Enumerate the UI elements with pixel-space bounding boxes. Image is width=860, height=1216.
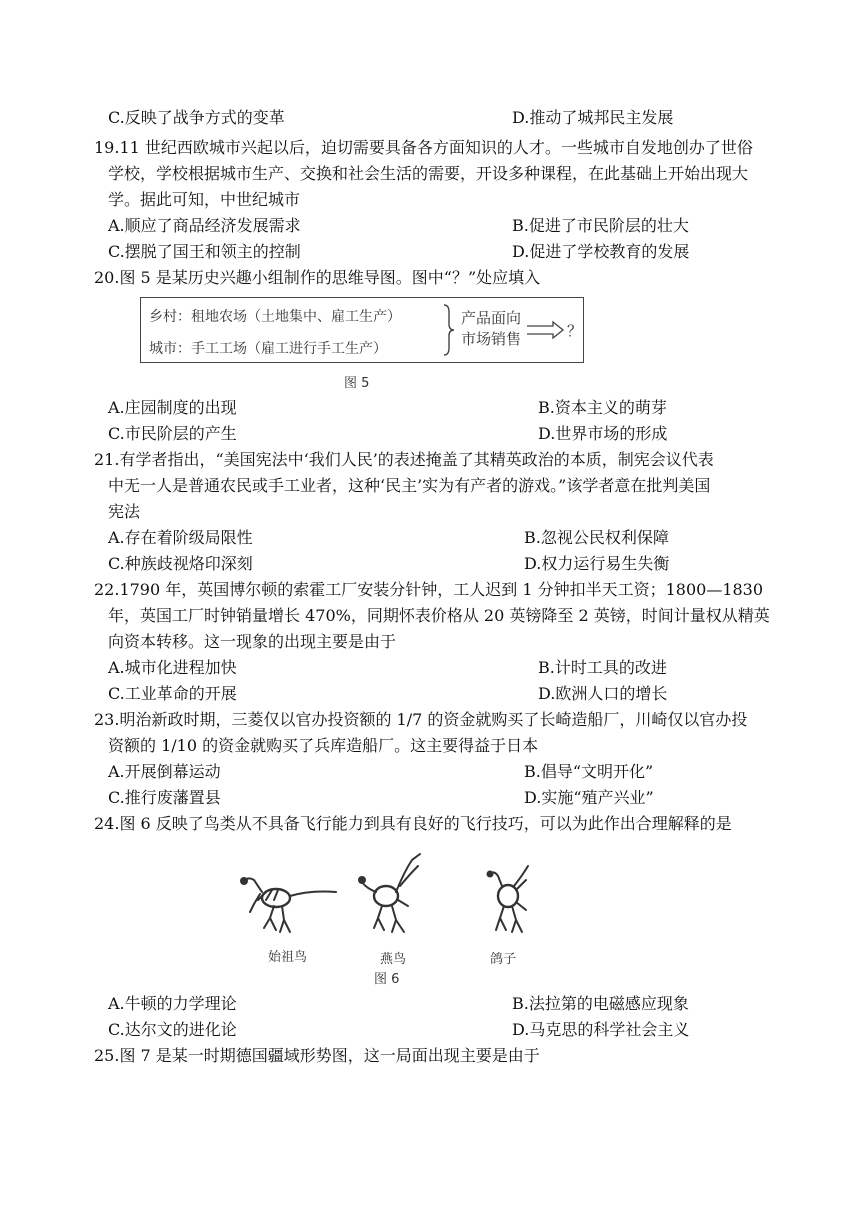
q21-stem-line-2: 中无一人是普通农民或手工业者，这种‘民主’实为有产者的游戏。”该学者意在批判美国: [108, 476, 711, 495]
archaeopteryx-skeleton-icon: [236, 870, 340, 936]
mind-map-row-urban: 城市：手工工场（雇工进行手工生产）: [149, 341, 387, 357]
q18-option-c: C.反映了战争方式的变革: [108, 108, 285, 127]
figure-5-mind-map: [140, 297, 584, 363]
brace-icon: [443, 304, 455, 356]
q22-stem-line-2: 年，英国工厂时钟销量增长 470%，同期怀表价格从 20 英镑降至 2 英镑，时间计量权从精英: [108, 606, 770, 625]
q24-option-d: D.马克思的科学社会主义: [512, 1020, 690, 1039]
q23-option-a: A.开展倒幕运动: [108, 762, 221, 781]
q18-option-d: D.推动了城邦民主发展: [512, 108, 674, 127]
mind-map-question-mark: ？: [567, 322, 583, 340]
figure-6-caption: 图 6: [374, 972, 400, 987]
q22-option-c: C.工业革命的开展: [108, 684, 237, 703]
bird-label-pigeon: 鸽子: [490, 952, 517, 967]
q19-option-d: D.促进了学校教育的发展: [512, 242, 690, 261]
q24-option-b: B.法拉第的电磁感应现象: [512, 994, 689, 1013]
bird-label-archaeopteryx: 始祖鸟: [268, 950, 308, 965]
q19-stem-line-3: 学。据此可知，中世纪城市: [108, 190, 301, 209]
middle-bird-skeleton-icon: [356, 852, 432, 942]
mind-map-result-line-2: 市场销售: [461, 330, 522, 348]
q19-stem-line-2: 学校，学校根据城市生产、交换和社会生活的需要，开设多种课程，在此基础上开始出现大: [108, 164, 749, 183]
q22-stem-line-1: 22.1790 年，英国博尔顿的索霍工厂安装分针钟，工人迟到 1 分钟扣半天工资；1800—1830: [94, 580, 764, 599]
q20-stem: 20.图 5 是某历史兴趣小组制作的思维导图。图中“？”处应填入: [94, 268, 541, 287]
figure-5-caption: 图 5: [344, 376, 370, 391]
q20-option-d: D.世界市场的形成: [538, 424, 668, 443]
q23-option-d: D.实施“殖产兴业”: [524, 788, 654, 807]
figure-6-bird-skeletons: [232, 848, 552, 970]
q20-option-a: A.庄园制度的出现: [108, 398, 237, 417]
bird-label-middle: 燕鸟: [380, 952, 407, 967]
double-arrow-icon: [525, 320, 565, 340]
q21-option-a: A.存在着阶级局限性: [108, 528, 253, 547]
q19-option-a: A.顺应了商品经济发展需求: [108, 216, 301, 235]
q19-option-c: C.摆脱了国王和领主的控制: [108, 242, 301, 261]
q23-stem-line-1: 23.明治新政时期，三菱仅以官办投资额的 1/7 的资金就购买了长崎造船厂，川崎仅以官办投: [94, 710, 748, 729]
q19-option-b: B.促进了市民阶层的壮大: [512, 216, 689, 235]
mind-map-result-line-1: 产品面向: [461, 309, 522, 327]
mind-map-result: [461, 308, 521, 350]
q21-option-b: B.忽视公民权利保障: [524, 528, 669, 547]
q25-stem: 25.图 7 是某一时期德国疆域形势图，这一局面出现主要是由于: [94, 1046, 540, 1065]
q22-option-a: A.城市化进程加快: [108, 658, 237, 677]
mind-map-row-rural: 乡村：租地农场（土地集中、雇工生产）: [149, 309, 401, 325]
q24-option-c: C.达尔文的进化论: [108, 1020, 237, 1039]
q20-option-c: C.市民阶层的产生: [108, 424, 237, 443]
q19-stem-line-1: 19.11 世纪西欧城市兴起以后，迫切需要具备各方面知识的人才。一些城市自发地创办了世俗: [94, 138, 753, 157]
q23-option-c: C.推行废藩置县: [108, 788, 221, 807]
q21-option-d: D.权力运行易生失衡: [524, 554, 670, 573]
q22-option-d: D.欧洲人口的增长: [538, 684, 668, 703]
q21-stem-line-3: 宪法: [108, 502, 141, 521]
q24-option-a: A.牛顿的力学理论: [108, 994, 237, 1013]
q21-stem-line-1: 21.有学者指出，“美国宪法中‘我们人民’的表述掩盖了其精英政治的本质，制宪会议代表: [94, 450, 714, 469]
q22-option-b: B.计时工具的改进: [538, 658, 667, 677]
q21-option-c: C.种族歧视烙印深刻: [108, 554, 253, 573]
q20-option-b: B.资本主义的萌芽: [538, 398, 667, 417]
q22-stem-line-3: 向资本转移。这一现象的出现主要是由于: [108, 632, 397, 651]
q23-stem-line-2: 资额的 1/10 的资金就购买了兵库造船厂。这主要得益于日本: [108, 736, 539, 755]
q24-stem: 24.图 6 反映了鸟类从不具备飞行能力到具有良好的飞行技巧，可以为此作出合理解释的是: [94, 814, 732, 833]
q23-option-b: B.倡导“文明开化”: [524, 762, 654, 781]
pigeon-skeleton-icon: [476, 860, 536, 940]
